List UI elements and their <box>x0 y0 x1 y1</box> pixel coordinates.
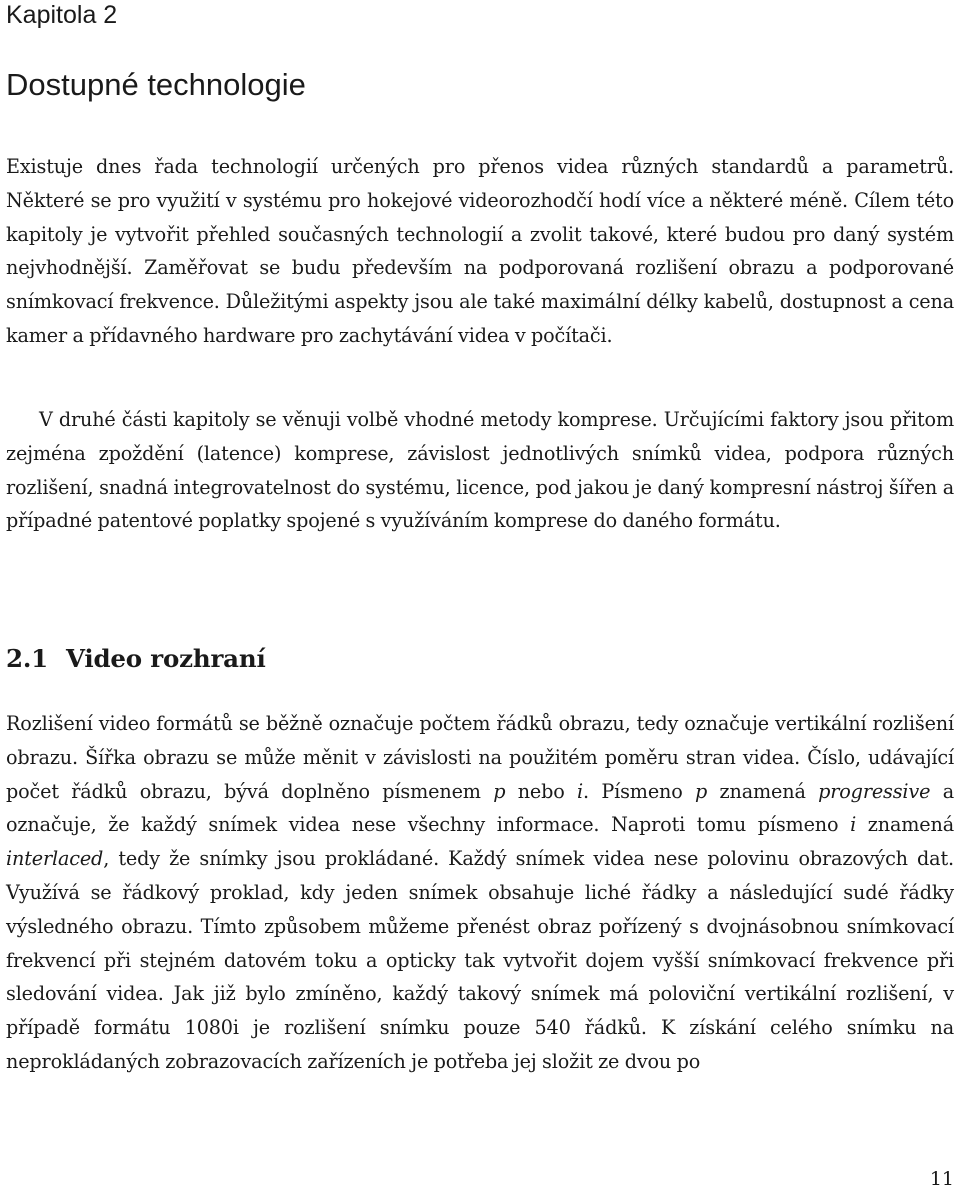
section-paragraph <box>6 707 954 1079</box>
intro-paragraph-1: Existuje dnes řada technologií určených pro přenos videa různých standardů a parametrů. Některé se pro využití v systému pro hokejové videorozhodčí hodí více a některé méně. Cílem této kapitoly je vytvořit přehled současných technologií a zvolit takové, které budou pro daný systém nejvhodnější. Zaměřovat se budu především na podporovaná rozlišení obrazu a podporované snímkovací frekvence. Důležitými aspekty jsou ale také maximální délky kabelů, dostupnost a cena kamer a přídavného hardware pro zachytávání videa v počítači. <box>6 155 954 347</box>
chapter-title: Dostupné technologie <box>6 67 306 102</box>
page-number: 11 <box>929 1168 954 1190</box>
letter-p-2: p <box>695 779 708 803</box>
section-text-5: a označuje, že každý snímek videa nese všechny informace. Naproti tomu písmeno <box>6 779 954 837</box>
letter-i: i <box>577 779 584 803</box>
section-text-6: znamená <box>856 813 954 837</box>
section-text-7: , tedy že snímky jsou prokládané. Každý snímek videa nese polovinu obrazových dat. Využívá se řádkový proklad, kdy jeden snímek obsahuje liché řádky a následující sudé řádky výsledného obrazu. Tímto způsobem můžeme přenést obraz pořízený s dvojnásobnou snímkovací frekvencí při stejném datovém toku a opticky tak vytvořit dojem vyšší snímkovací frekvence při sledování videa. Jak již bylo zmíněno, každý takový snímek má poloviční vertikální rozlišení, v případě formátu 1080i je rozlišení snímku pouze 540 řádků. K získání celého snímku na neprokládaných zobrazovacích zařízeních je potřeba jej složit ze dvou po <box>6 847 954 1073</box>
section-text-4: znamená <box>707 779 819 803</box>
section-number: 2.1 <box>6 644 49 673</box>
section-text-3: . Písmeno <box>583 779 696 803</box>
letter-i-2: i <box>850 813 857 837</box>
term-interlaced: interlaced <box>6 847 104 871</box>
section-title: Video rozhraní <box>66 644 266 673</box>
letter-p: p <box>493 779 506 803</box>
chapter-label: Kapitola 2 <box>6 1 118 29</box>
section-heading <box>6 642 266 676</box>
section-text-1: Rozlišení video formátů se běžně označuje počtem řádků obrazu, tedy označuje vertikální rozlišení obrazu. Šířka obrazu se může měnit v závislosti na použitém poměru stran videa. Číslo, udávající počet řádků obrazu, bývá doplněno písmenem <box>6 712 954 803</box>
section-text-2: nebo <box>505 779 578 803</box>
intro-paragraph-2: V druhé části kapitoly se věnuji volbě vhodné metody komprese. Určujícími faktory jsou přitom zejména zpoždění (latence) komprese, závislost jednotlivých snímků videa, podpora různých rozlišení, snadná integrovatelnost do systému, licence, pod jakou je daný kompresní nástroj šířen a případné patentové poplatky spojené s využíváním komprese do daného formátu. <box>6 408 954 533</box>
term-progressive: progressive <box>818 779 931 803</box>
